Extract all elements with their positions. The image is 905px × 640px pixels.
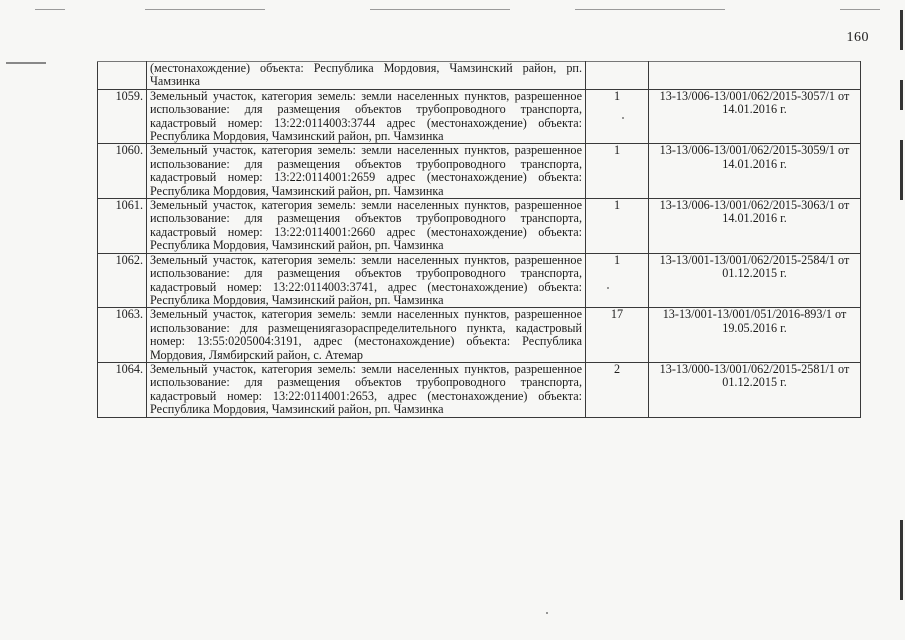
row-registration: 13-13/006-13/001/062/2015-3063/1 от 14.01.2016 г. [649,199,861,254]
row-description: Земельный участок, категория земель: земли населенных пунктов, разрешенное использование: для размещения объектов трубопроводного транспорта, кадастровый номер: 13:22:0114001:2659 адрес (местонахождение) объекта: Республика Мордовия, Чамзинский район, рп. Чамзинка [147,144,586,199]
scan-speck [546,612,548,614]
table-row [98,253,861,308]
registry-table [97,61,861,418]
row-registration: 13-13/006-13/001/062/2015-3059/1 от 14.01.2016 г. [649,144,861,199]
table-row [98,199,861,254]
page-number: 160 [846,30,869,45]
row-description: Земельный участок, категория земель: земли населенных пунктов, разрешенное использование: для размещения объектов трубопроводного транспорта, кадастровый номер: 13:22:0114001:2653, адрес (местонахождение) объекта: Республика Мордовия, Чамзинский район, рп. Чамзинка [147,362,586,417]
scan-artifact-left [6,62,46,64]
scan-speck [607,287,609,289]
row-number: 1064. [98,362,147,417]
row-registration: 13-13/001-13/001/051/2016-893/1 от 19.05.2016 г. [649,308,861,363]
row-area: 1 [586,144,649,199]
table-row-continued [98,62,861,90]
row-registration: 13-13/000-13/001/062/2015-2581/1 от 01.12.2015 г. [649,362,861,417]
scan-artifact-right-edge [893,0,905,640]
row-registration [649,62,861,90]
row-number: 1061. [98,199,147,254]
table-row [98,362,861,417]
row-number: 1060. [98,144,147,199]
row-description: (местонахождение) объекта: Республика Мордовия, Чамзинский район, рп. Чамзинка [147,62,586,90]
row-area: 1 [586,253,649,308]
row-area: 17 [586,308,649,363]
row-description: Земельный участок, категория земель: земли населенных пунктов, разрешенное использование: для размещения объектов трубопроводного транспорта, кадастровый номер: 13:22:0114001:2660 адрес (местонахождение) объекта: Республика Мордовия, Чамзинский район, рп. Чамзинка [147,199,586,254]
row-number: 1062. [98,253,147,308]
scan-artifact-top [0,6,905,14]
row-area [586,62,649,90]
row-area: 1 [586,199,649,254]
scan-speck [622,117,624,119]
row-description: Земельный участок, категория земель: земли населенных пунктов, разрешенное использование: для размещения объектов трубопроводного транспорта, кадастровый номер: 13:22:0114003:3744 адрес (местонахождение) объекта: Республика Мордовия, Чамзинский район, рп. Чамзинка [147,89,586,144]
row-description: Земельный участок, категория земель: земли населенных пунктов, разрешенное использование: для размещениягазораспределительного пункта, кадастровый номер: 13:55:0205004:3191, адрес (местонахождение) объекта: Республика Мордовия, Лямбирский район, с. Атемар [147,308,586,363]
row-number: 1059. [98,89,147,144]
row-registration: 13-13/006-13/001/062/2015-3057/1 от 14.01.2016 г. [649,89,861,144]
table-row [98,144,861,199]
table-row [98,89,861,144]
row-number [98,62,147,90]
row-area: 1 [586,89,649,144]
table-row [98,308,861,363]
row-description: Земельный участок, категория земель: земли населенных пунктов, разрешенное использование: для размещения объектов трубопроводного транспорта, кадастровый номер: 13:22:0114003:3741, адрес (местонахождение) объекта: Республика Мордовия, Чамзинский район, рп. Чамзинка [147,253,586,308]
row-area: 2 [586,362,649,417]
row-number: 1063. [98,308,147,363]
row-registration: 13-13/001-13/001/062/2015-2584/1 от 01.12.2015 г. [649,253,861,308]
